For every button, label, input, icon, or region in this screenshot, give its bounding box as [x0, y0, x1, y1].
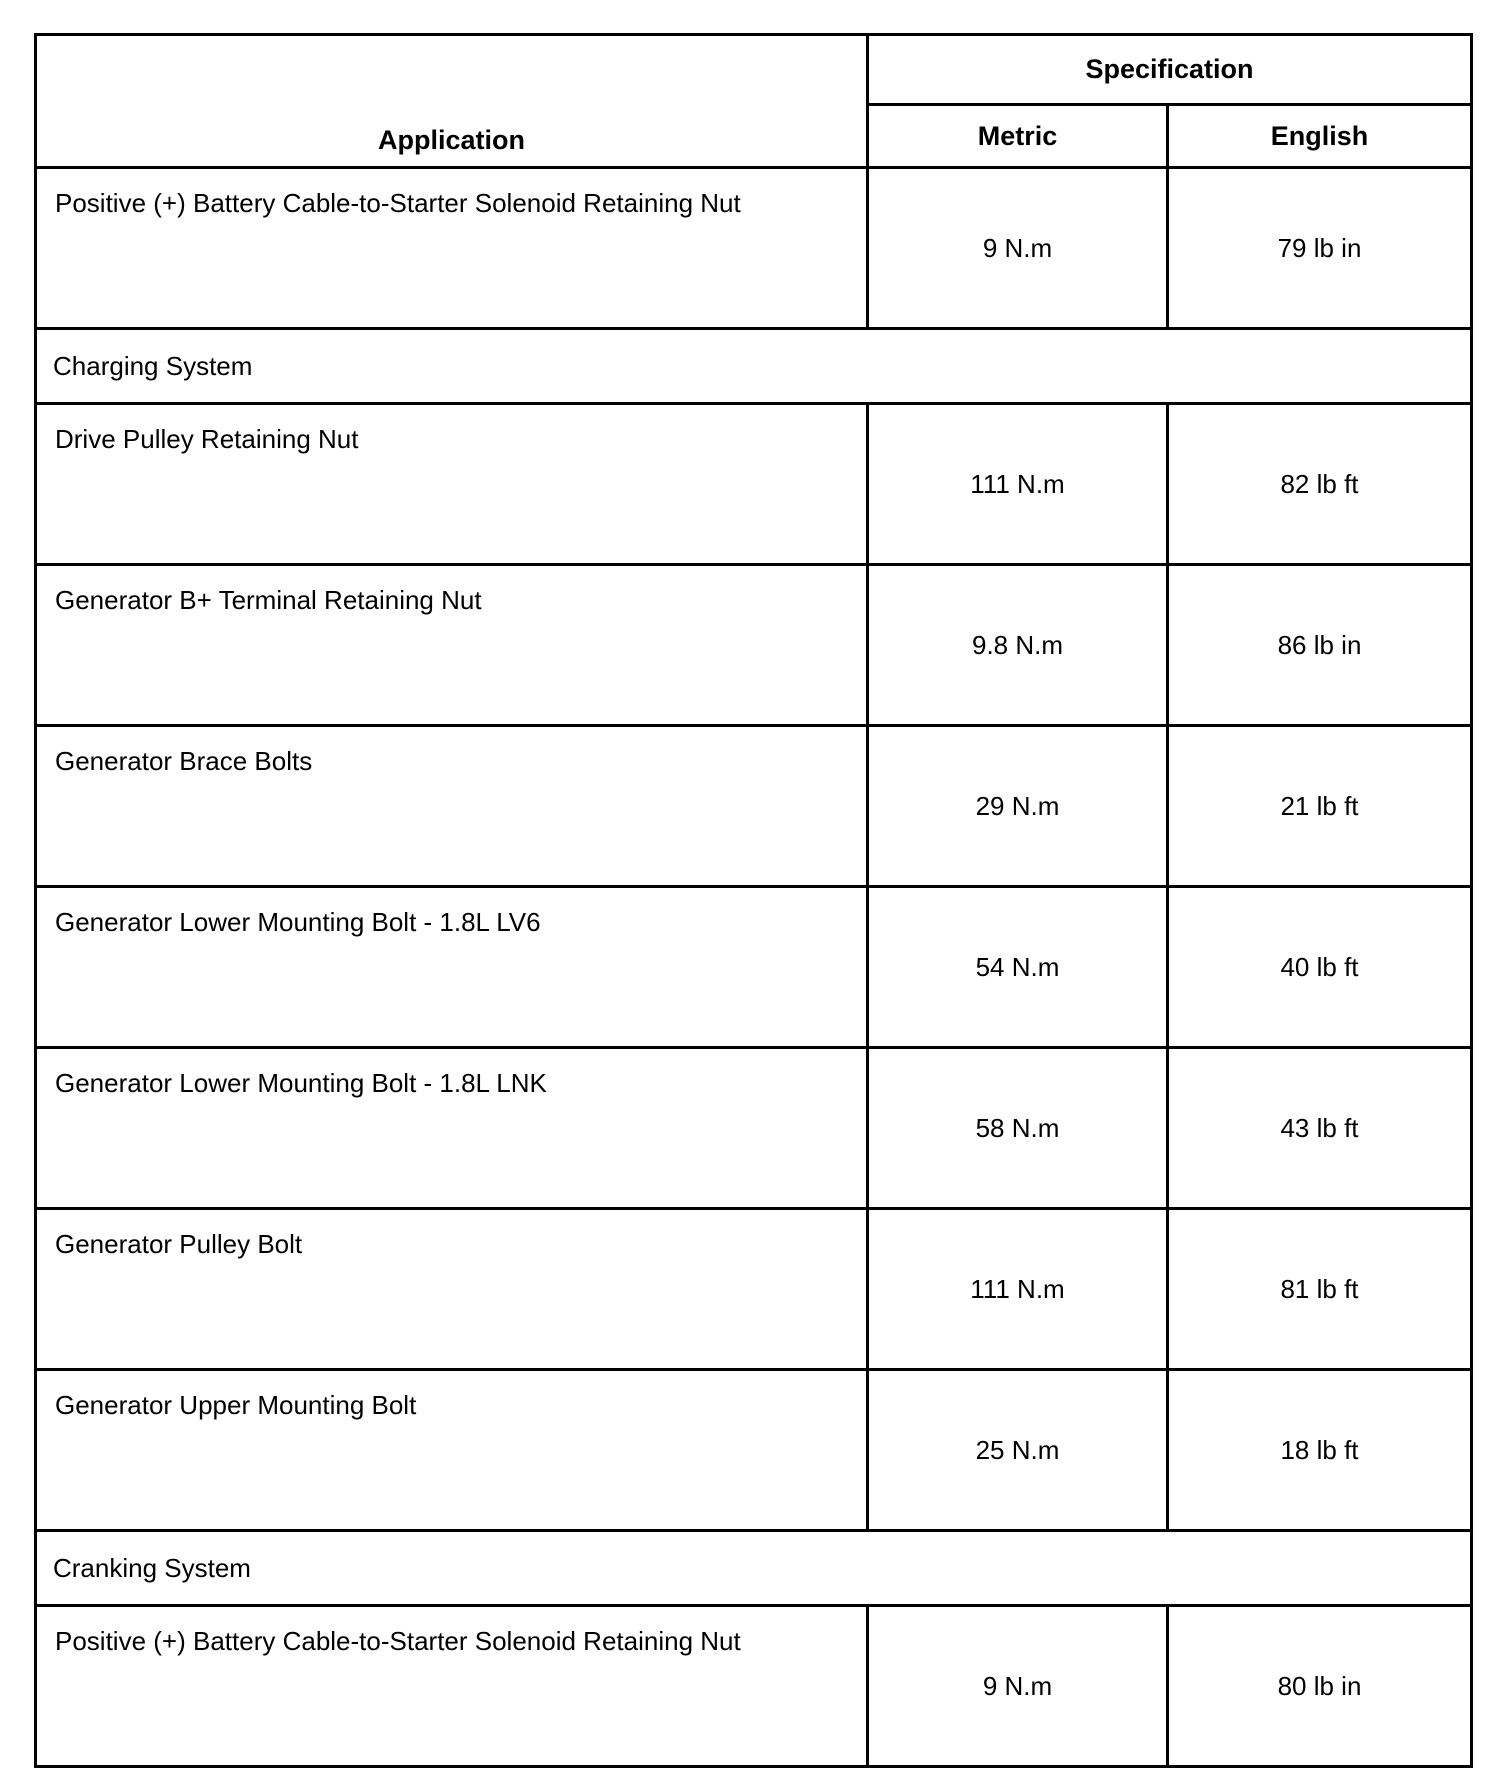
application-cell: Drive Pulley Retaining Nut [36, 404, 868, 565]
english-value: 43 lb ft [1168, 1048, 1472, 1209]
table-row [36, 404, 1472, 565]
application-cell: Generator Upper Mounting Bolt [36, 1370, 868, 1531]
english-value: 82 lb ft [1168, 404, 1472, 565]
application-cell: Positive (+) Battery Cable-to-Starter Solenoid Retaining Nut [36, 1606, 868, 1767]
english-value: 18 lb ft [1168, 1370, 1472, 1531]
application-column-header: Application [36, 35, 868, 168]
metric-column-header: Metric [868, 105, 1168, 168]
section-heading: Charging System [36, 329, 1472, 404]
table-body [36, 168, 1472, 1767]
section-heading: Cranking System [36, 1531, 1472, 1606]
metric-value: 54 N.m [868, 887, 1168, 1048]
table-row [36, 887, 1472, 1048]
metric-value: 9.8 N.m [868, 565, 1168, 726]
english-value: 40 lb ft [1168, 887, 1472, 1048]
english-value: 79 lb in [1168, 168, 1472, 329]
english-value: 86 lb in [1168, 565, 1472, 726]
english-value: 80 lb in [1168, 1606, 1472, 1767]
application-cell: Generator B+ Terminal Retaining Nut [36, 565, 868, 726]
application-cell: Generator Lower Mounting Bolt - 1.8L LNK [36, 1048, 868, 1209]
metric-value: 111 N.m [868, 404, 1168, 565]
table-header [36, 35, 1472, 168]
table-row [36, 1606, 1472, 1767]
section-row [36, 1531, 1472, 1606]
table-row [36, 1209, 1472, 1370]
specification-column-header: Specification [868, 35, 1472, 105]
metric-value: 111 N.m [868, 1209, 1168, 1370]
application-cell: Generator Lower Mounting Bolt - 1.8L LV6 [36, 887, 868, 1048]
english-value: 21 lb ft [1168, 726, 1472, 887]
metric-value: 9 N.m [868, 1606, 1168, 1767]
application-cell: Positive (+) Battery Cable-to-Starter Solenoid Retaining Nut [36, 168, 868, 329]
metric-value: 9 N.m [868, 168, 1168, 329]
section-row [36, 329, 1472, 404]
table-row [36, 1370, 1472, 1531]
metric-value: 25 N.m [868, 1370, 1168, 1531]
metric-value: 29 N.m [868, 726, 1168, 887]
table-row [36, 726, 1472, 887]
application-cell: Generator Pulley Bolt [36, 1209, 868, 1370]
table-row [36, 565, 1472, 726]
english-value: 81 lb ft [1168, 1209, 1472, 1370]
application-cell: Generator Brace Bolts [36, 726, 868, 887]
table-row [36, 1048, 1472, 1209]
torque-spec-table [34, 33, 1473, 1768]
metric-value: 58 N.m [868, 1048, 1168, 1209]
english-column-header: English [1168, 105, 1472, 168]
table-row [36, 168, 1472, 329]
